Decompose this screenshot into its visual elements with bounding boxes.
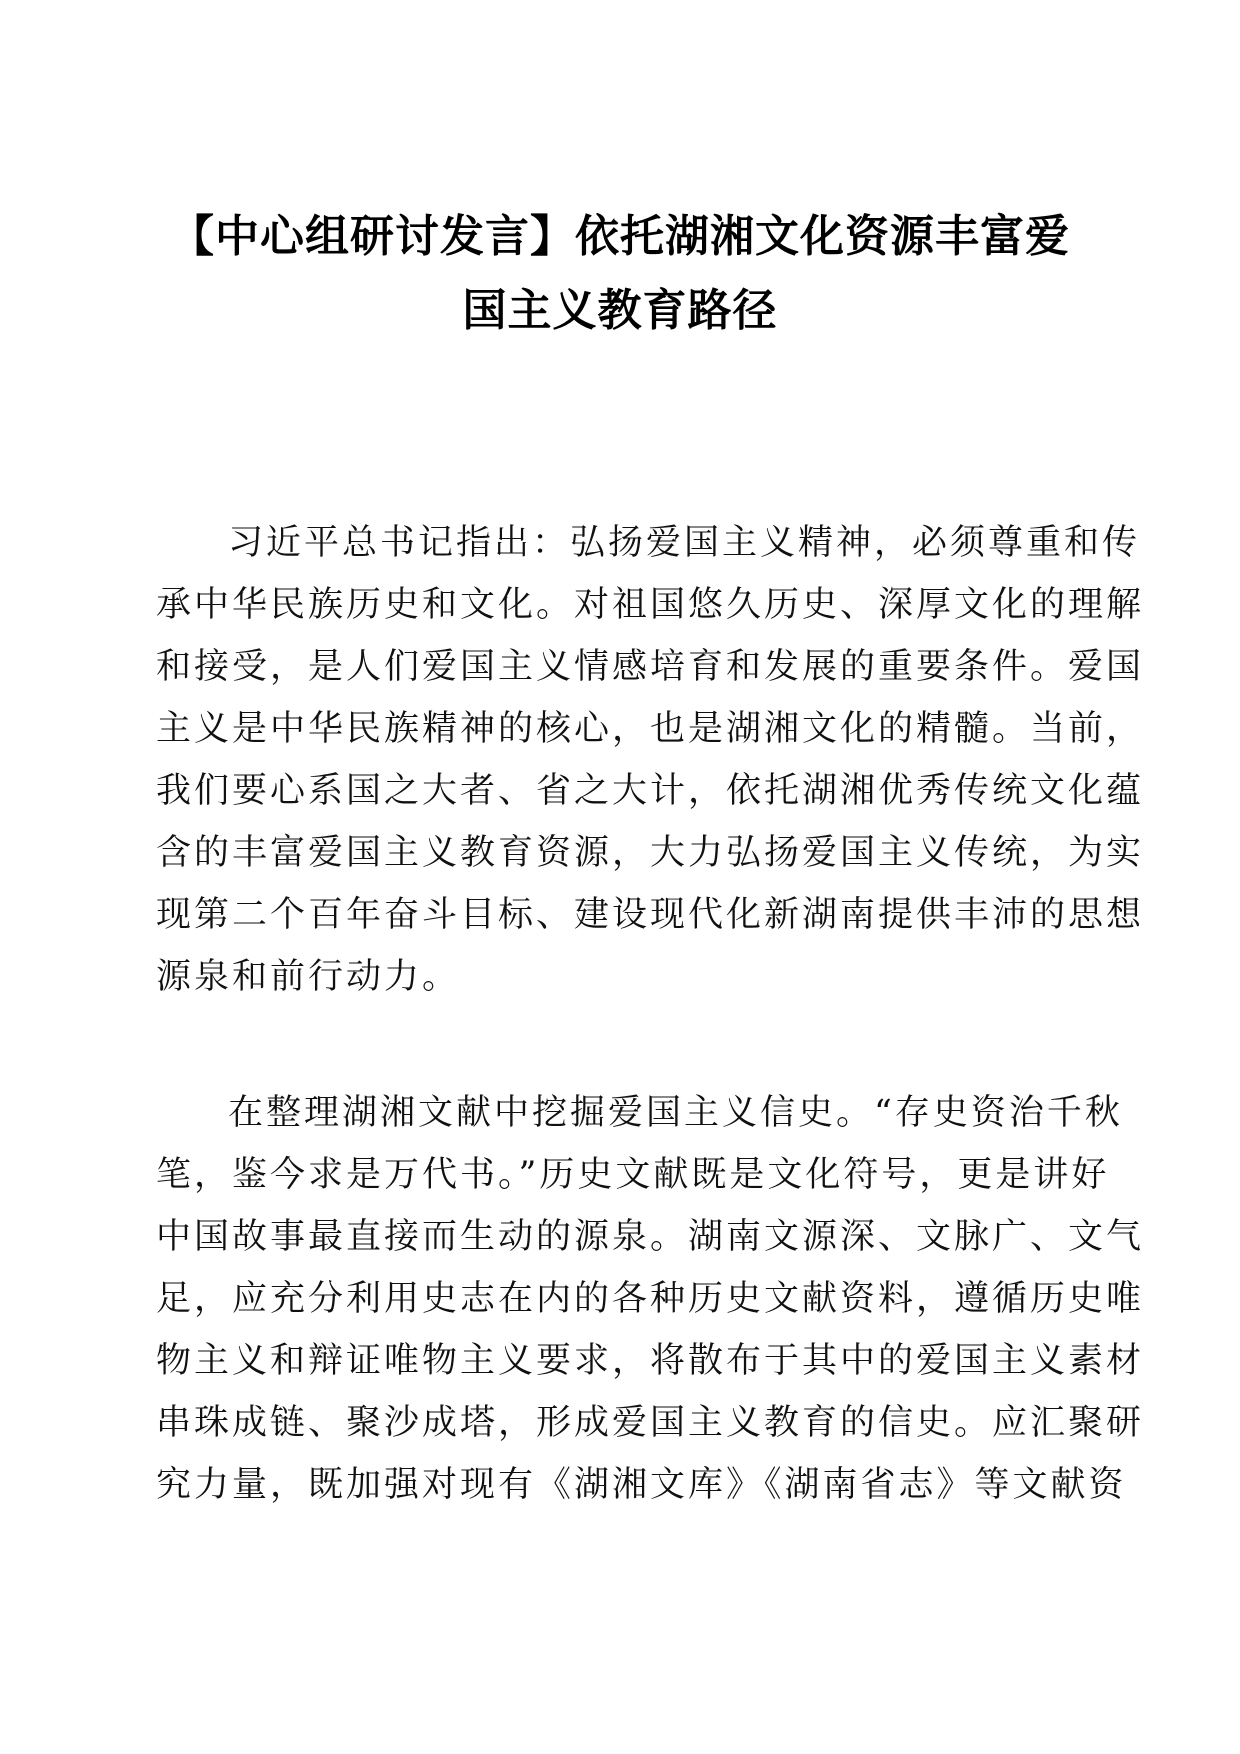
text-line: 足，应充分利用史志在内的各种历史文献资料，遵循历史唯 xyxy=(156,1279,1145,1319)
text-line: 习近平总书记指出：弘扬爱国主义精神，必须尊重和传 xyxy=(228,523,1141,563)
text-line: 含的丰富爱国主义教育资源，大力弘扬爱国主义传统，为实 xyxy=(156,833,1145,873)
paragraph-1 xyxy=(156,512,1145,1008)
title-line: 国主义教育路径 xyxy=(462,285,778,336)
document-title xyxy=(150,200,1090,348)
text-line: 主义是中华民族精神的核心，也是湖湘文化的精髓。当前， xyxy=(156,709,1145,749)
text-line: 源泉和前行动力。 xyxy=(156,957,461,997)
text-line: 串珠成链、聚沙成塔，形成爱国主义教育的信史。应汇聚研 xyxy=(156,1403,1145,1443)
text-line: 笔，鉴今求是万代书。”历史文献既是文化符号，更是讲好 xyxy=(156,1155,1110,1195)
title-line: 【中心组研讨发言】依托湖湘文化资源丰富爱 xyxy=(170,211,1070,262)
text-line: 物主义和辩证唯物主义要求，将散布于其中的爱国主义素材 xyxy=(156,1341,1145,1381)
text-line: 现第二个百年奋斗目标、建设现代化新湖南提供丰沛的思想 xyxy=(156,895,1145,935)
text-line: 究力量，既加强对现有《湖湘文库》《湖南省志》等文献资 xyxy=(156,1465,1127,1505)
text-line: 在整理湖湘文献中挖掘爱国主义信史。“存史资治千秋 xyxy=(228,1093,1123,1133)
paragraph-2 xyxy=(156,1082,1145,1516)
text-line: 我们要心系国之大者、省之大计，依托湖湘优秀传统文化蕴 xyxy=(156,771,1145,811)
text-line: 中国故事最直接而生动的源泉。湖南文源深、文脉广、文气 xyxy=(156,1217,1145,1257)
text-line: 和接受，是人们爱国主义情感培育和发展的重要条件。爱国 xyxy=(156,647,1145,687)
text-line: 承中华民族历史和文化。对祖国悠久历史、深厚文化的理解 xyxy=(156,585,1145,625)
